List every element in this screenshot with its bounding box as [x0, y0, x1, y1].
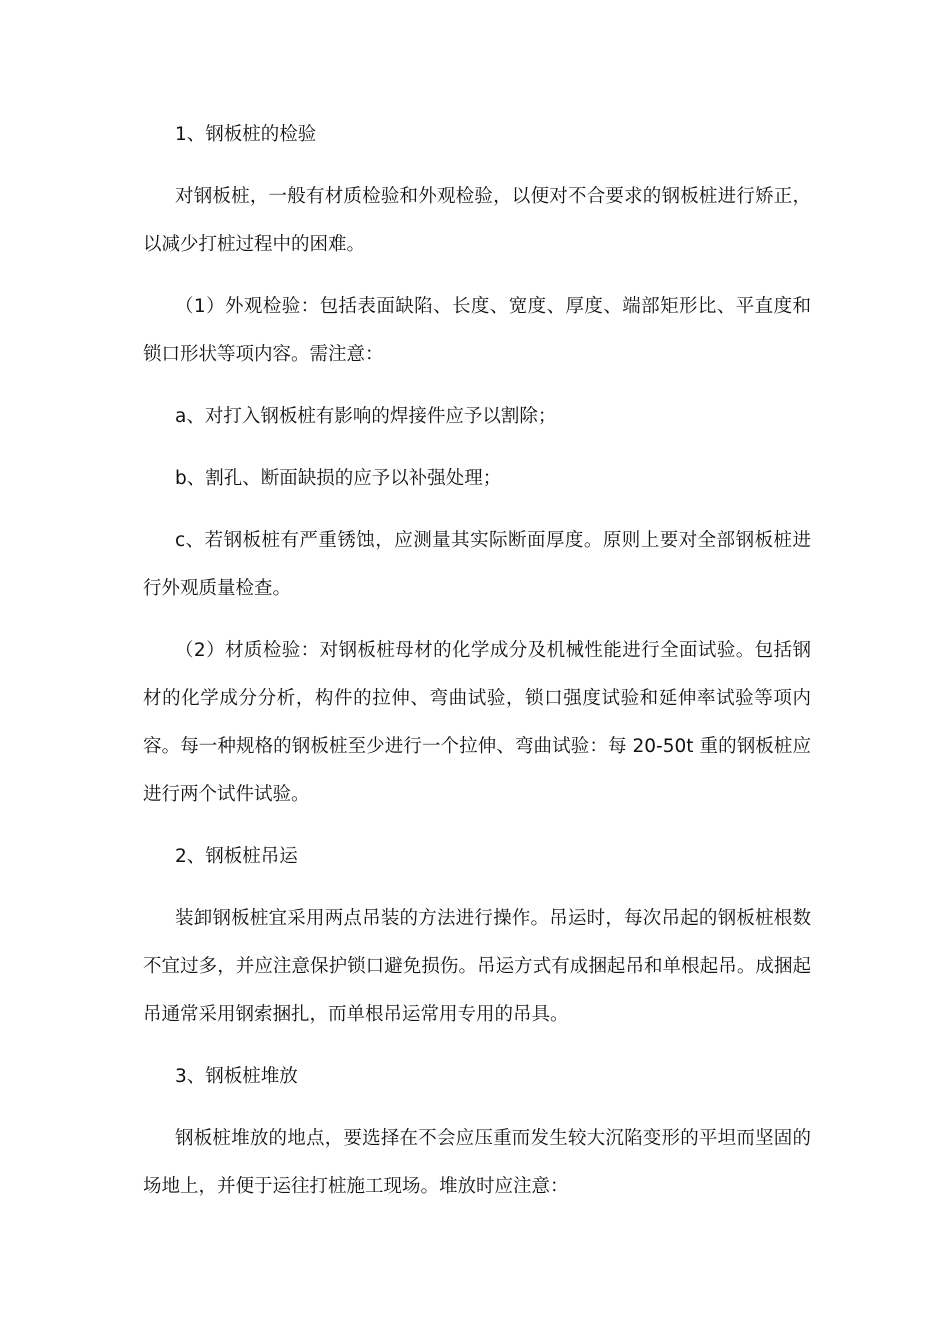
list-item-b: b、割孔、断面缺损的应予以补强处理； [175, 468, 502, 489]
paragraph-inspection-intro: 对钢板桩，一般有材质检验和外观检验，以便对不合要求的钢板桩进行矫正，以减少打桩过程中的困难。 [143, 186, 811, 255]
section-heading-stacking: 3、钢板桩堆放 [175, 1066, 298, 1087]
spacer [143, 1101, 811, 1115]
list-item-a: a、对打入钢板桩有影响的焊接件应予以割除； [175, 406, 557, 427]
document-body [143, 111, 811, 1211]
section-heading-lifting: 2、钢板桩吊运 [175, 846, 298, 867]
paragraph-lifting: 装卸钢板桩宜采用两点吊装的方法进行操作。吊运时，每次吊起的钢板桩根数不宜过多，并应注意保护锁口避免损伤。吊运方式有成捆起吊和单根起吊。成捆起吊通常采用钢索捆扎，而单根吊运常用专用的吊具。 [143, 908, 811, 1025]
paragraph-stacking: 钢板桩堆放的地点，要选择在不会应压重而发生较大沉陷变形的平坦而坚固的场地上，并便于运往打桩施工现场。堆放时应注意： [143, 1128, 811, 1197]
section-heading-inspection: 1、钢板桩的检验 [175, 124, 317, 145]
spacer [143, 159, 811, 173]
spacer [143, 441, 811, 455]
spacer [143, 269, 811, 283]
spacer [143, 503, 811, 517]
spacer [143, 1039, 811, 1053]
list-item-c: c、若钢板桩有严重锈蚀，应测量其实际断面厚度。原则上要对全部钢板桩进行外观质量检查。 [143, 530, 811, 599]
spacer [143, 881, 811, 895]
paragraph-visual-inspection: （1）外观检验：包括表面缺陷、长度、宽度、厚度、端部矩形比、平直度和锁口形状等项内容。需注意： [143, 296, 811, 365]
spacer [143, 379, 811, 393]
spacer [143, 819, 811, 833]
spacer [143, 613, 811, 627]
paragraph-material-inspection: （2）材质检验：对钢板桩母材的化学成分及机械性能进行全面试验。包括钢材的化学成分分析，构件的拉伸、弯曲试验，锁口强度试验和延伸率试验等项内容。每一种规格的钢板桩至少进行一个拉伸、弯曲试验：每 20-50t 重的钢板桩应进行两个试件试验。 [143, 640, 811, 805]
